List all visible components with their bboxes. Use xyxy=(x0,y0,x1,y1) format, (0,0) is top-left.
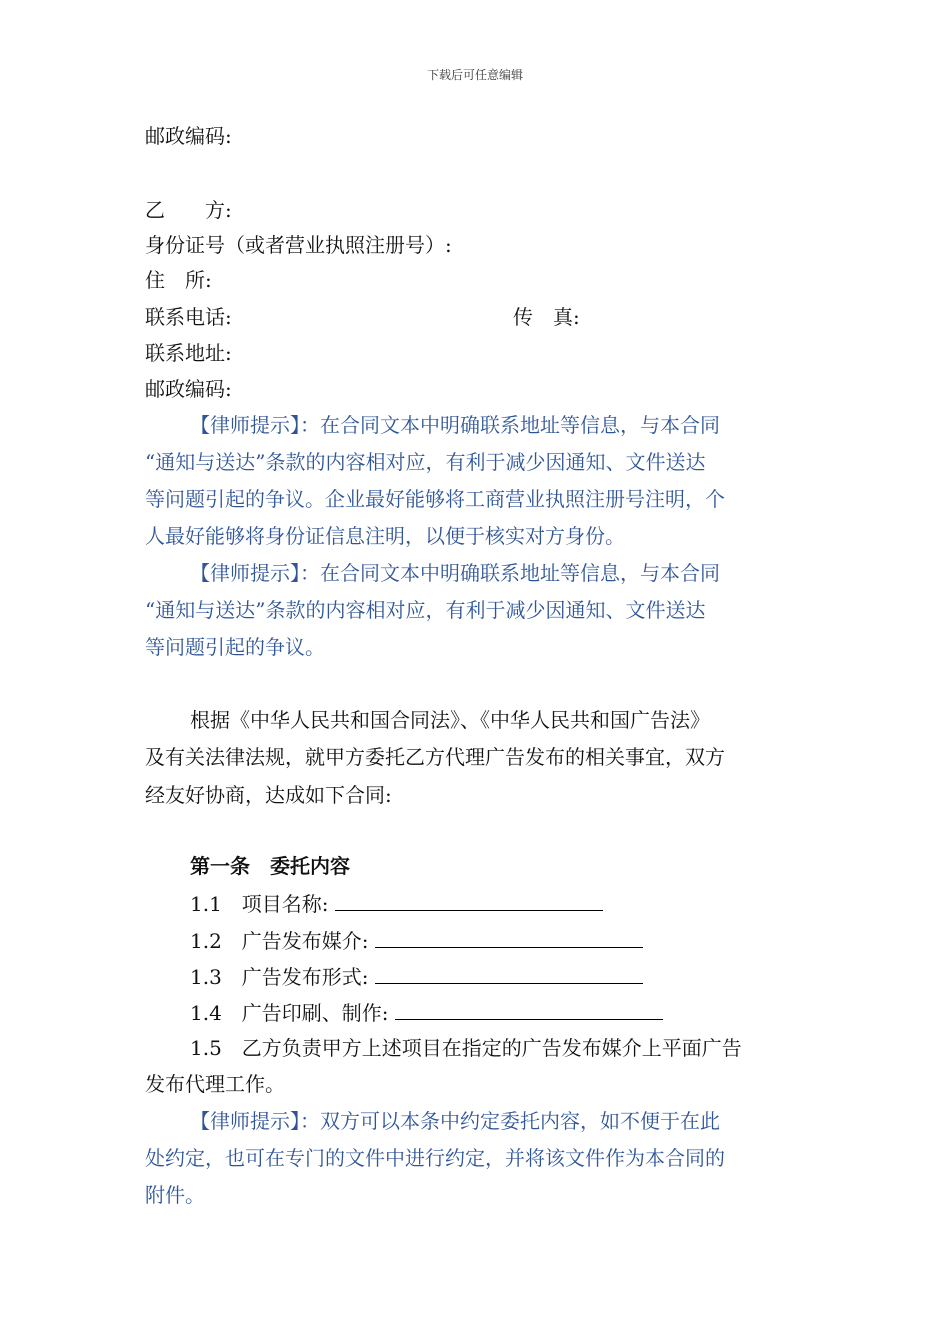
page-header: 下载后可任意编辑 xyxy=(426,68,523,82)
lawyer-tip-2-line-1: 【律师提示】：在合同文本中明确联系地址等信息，与本合同 xyxy=(190,561,720,585)
intro-line-2: 及有关法律法规，就甲方委托乙方代理广告发布的相关事宜，双方 xyxy=(145,745,725,769)
lawyer-tip-1-line-3: 等问题引起的争议。企业最好能够将工商营业执照注册号注明，个 xyxy=(145,487,725,511)
party-b-id: 身份证号（或者营业执照注册号）: xyxy=(145,233,452,257)
item-1-2-blank xyxy=(375,927,643,948)
lawyer-tip-3-line-1: 【律师提示】：双方可以本条中约定委托内容，如不便于在此 xyxy=(190,1109,720,1133)
party-b-phone: 联系电话: xyxy=(145,305,232,329)
party-b-title: 乙 方: xyxy=(145,198,232,222)
party-b-address: 住 所: xyxy=(145,268,212,292)
item-1-2 xyxy=(190,927,643,953)
party-a-postcode: 邮政编码: xyxy=(145,124,232,148)
item-1-3-blank xyxy=(375,963,643,984)
party-b-postcode: 邮政编码: xyxy=(145,377,232,401)
item-1-4-label: 1.4 广告印刷、制作: xyxy=(190,1001,389,1025)
lawyer-tip-2-line-2: “通知与送达”条款的内容相对应，有利于减少因通知、文件送达 xyxy=(145,598,706,622)
item-1-2-label: 1.2 广告发布媒介: xyxy=(190,929,369,953)
item-1-1 xyxy=(190,890,603,916)
item-1-4 xyxy=(190,999,663,1025)
item-1-1-blank xyxy=(335,890,603,911)
lawyer-tip-3-line-2: 处约定，也可在专门的文件中进行约定，并将该文件作为本合同的 xyxy=(145,1146,725,1170)
lawyer-tip-1-line-4: 人最好能够将身份证信息注明，以便于核实对方身份。 xyxy=(145,524,625,548)
party-b-contact-address: 联系地址: xyxy=(145,341,232,365)
lawyer-tip-1-line-2: “通知与送达”条款的内容相对应，有利于减少因通知、文件送达 xyxy=(145,450,706,474)
item-1-5-line-1: 1.5 乙方负责甲方上述项目在指定的广告发布媒介上平面广告 xyxy=(190,1036,742,1060)
item-1-1-label: 1.1 项目名称: xyxy=(190,892,329,916)
intro-line-3: 经友好协商，达成如下合同: xyxy=(145,783,392,807)
lawyer-tip-2-line-3: 等问题引起的争议。 xyxy=(145,635,325,659)
item-1-3 xyxy=(190,963,643,989)
item-1-4-blank xyxy=(395,999,663,1020)
article-1-title: 第一条 委托内容 xyxy=(190,854,350,878)
lawyer-tip-1-line-1: 【律师提示】：在合同文本中明确联系地址等信息，与本合同 xyxy=(190,413,720,437)
item-1-5-line-2: 发布代理工作。 xyxy=(145,1072,285,1096)
party-b-fax: 传 真: xyxy=(513,305,580,329)
lawyer-tip-3-line-3: 附件。 xyxy=(145,1183,205,1207)
intro-line-1: 根据《中华人民共和国合同法》、《中华人民共和国广告法》 xyxy=(190,708,710,732)
item-1-3-label: 1.3 广告发布形式: xyxy=(190,965,369,989)
